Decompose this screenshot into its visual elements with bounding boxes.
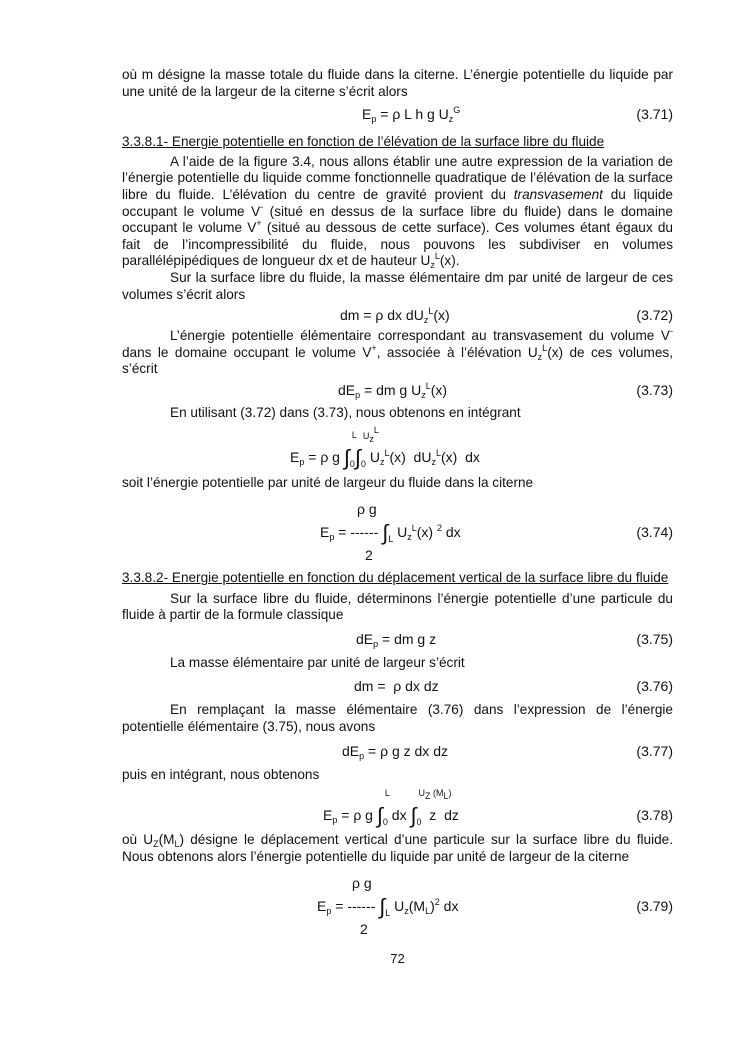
subscript: Z bbox=[424, 791, 431, 802]
subscript: z bbox=[421, 389, 426, 400]
subscript: z bbox=[537, 351, 543, 362]
text-run: E bbox=[323, 807, 333, 824]
integral-lower-limit: 0 bbox=[360, 458, 366, 469]
paragraph bbox=[122, 405, 673, 422]
page-number: 72 bbox=[390, 951, 405, 967]
subscript: p bbox=[355, 389, 361, 400]
paragraph bbox=[122, 832, 673, 865]
italic-text: transvasement bbox=[513, 186, 603, 202]
equation-3-72 bbox=[122, 304, 673, 326]
equation-line bbox=[122, 520, 673, 546]
equation-number: (3.74) bbox=[636, 524, 673, 541]
equation-body bbox=[362, 103, 460, 125]
subscript: p bbox=[329, 532, 335, 543]
subscript: p bbox=[359, 750, 365, 761]
equation-3-74 bbox=[122, 498, 673, 567]
text-run: L bbox=[384, 788, 390, 799]
text-run: (x) bbox=[433, 307, 450, 324]
equation-body bbox=[354, 675, 439, 697]
superscript: L bbox=[435, 447, 441, 458]
text-run: A l’aide de la figure 3.4, nous allons établir une autre expression de la variation de l’énergie potentielle du liquide comme fonctionnelle quadratique de l’élévation de la surface libre du fluide. L’élévation du centre de gravité provient du bbox=[122, 153, 673, 202]
superscript: 2 bbox=[436, 523, 442, 534]
equation-3-79 bbox=[122, 872, 673, 941]
integral-sign bbox=[379, 894, 391, 920]
text-run: dans le domaine occupant le volume V bbox=[122, 344, 372, 360]
text-run: dE bbox=[342, 742, 360, 759]
equation-body bbox=[320, 520, 461, 546]
text-run: (situé au dessous de cette surface). Ces volumes étant égaux du fait de l’incompressibilité du fluide, nous pouvons les subdiviser en volumes parallélépipédiques de longueur dx et de hauteur U bbox=[122, 220, 673, 269]
text-run: (x) bbox=[416, 524, 437, 541]
subscript: z bbox=[369, 433, 374, 444]
text-run: du liquide occupant le volume V bbox=[122, 186, 673, 219]
text-run: dE bbox=[356, 630, 374, 647]
integral-sign bbox=[343, 429, 357, 470]
text-run: = ------ bbox=[334, 524, 383, 541]
subscript: p bbox=[332, 815, 338, 826]
text-run: ) bbox=[448, 788, 452, 799]
text-run: (x) dU bbox=[389, 448, 432, 465]
subscript: L bbox=[425, 906, 431, 917]
superscript: L bbox=[542, 342, 548, 353]
equation-double-integral bbox=[122, 424, 673, 470]
superscript: + bbox=[371, 342, 377, 353]
equation-body bbox=[356, 628, 436, 650]
text-run: (x) de ces volumes, s’écrit bbox=[122, 344, 673, 377]
integral-icon: ∫ bbox=[376, 803, 383, 829]
integral-sign bbox=[376, 788, 390, 829]
text-run: (x) dx bbox=[440, 448, 480, 465]
fraction-denominator: 2 bbox=[360, 921, 368, 938]
equation-3-76 bbox=[122, 675, 673, 697]
text-run: dx bbox=[441, 524, 461, 541]
text-run: U bbox=[365, 448, 380, 465]
integral-sign bbox=[382, 520, 394, 546]
text-run: = dm g z bbox=[378, 630, 437, 647]
paragraph bbox=[122, 591, 673, 624]
subscript: z bbox=[379, 456, 385, 467]
equation-body bbox=[340, 304, 450, 326]
text-run: L’énergie potentielle élémentaire correspondant au transvasement du volume V bbox=[170, 328, 670, 344]
subscript: p bbox=[371, 114, 377, 125]
paragraph bbox=[122, 270, 673, 303]
text-run: dm = ρ dx dU bbox=[340, 307, 424, 324]
subscript: z bbox=[407, 532, 412, 543]
text-run: = dm g U bbox=[360, 381, 422, 398]
text-run: = ρ g z dx dz bbox=[364, 742, 448, 759]
equation-number: (3.72) bbox=[636, 307, 673, 324]
equation-body bbox=[317, 894, 459, 920]
superscript: G bbox=[453, 105, 461, 116]
text-run: dE bbox=[338, 381, 356, 398]
superscript: - bbox=[670, 326, 673, 337]
text-run: Sur la surface libre du fluide, la masse élémentaire dm par unité de largeur de ces volumes s’écrit alors bbox=[122, 269, 673, 302]
subscript: z bbox=[404, 906, 409, 917]
text-run: = ρ g bbox=[304, 448, 344, 465]
text-run: z dz bbox=[421, 807, 459, 824]
text-run: E bbox=[320, 524, 330, 541]
equation-line bbox=[122, 894, 673, 920]
paragraph bbox=[122, 702, 673, 735]
paragraph bbox=[122, 154, 673, 270]
text-run: U bbox=[390, 898, 405, 915]
text-run: E bbox=[362, 106, 372, 123]
text-run: , associée à l’élévation U bbox=[376, 344, 538, 360]
subscript: L bbox=[174, 839, 180, 850]
text-run: = ρ g bbox=[337, 807, 377, 824]
equation-body bbox=[342, 740, 448, 762]
text-run: 3.3.8.2- Energie potentielle en fonction du déplacement vertical de la surface libre du fluide bbox=[122, 570, 669, 586]
text-run: = ------ bbox=[331, 898, 380, 915]
fraction-denominator: 2 bbox=[365, 547, 373, 564]
paragraph bbox=[122, 475, 673, 492]
equation-number: (3.73) bbox=[636, 381, 673, 398]
equation-number: (3.77) bbox=[636, 742, 673, 759]
text-run: (M bbox=[430, 788, 444, 799]
equation-body bbox=[323, 788, 459, 829]
text-run: = ρ L h g U bbox=[376, 106, 449, 123]
text-run: Sur la surface libre du fluide, déterminons l’énergie potentielle d’une particule du fluide à partir de la formule classique bbox=[122, 590, 673, 623]
equation-number: (3.78) bbox=[636, 807, 673, 824]
equation-3-71 bbox=[122, 103, 673, 125]
superscript: L bbox=[434, 251, 440, 262]
text-run: En remplaçant la masse élémentaire (3.76) dans l’expression de l’énergie potentielle élémentaire (3.75), nous avons bbox=[122, 702, 673, 735]
subscript: z bbox=[448, 114, 454, 125]
equation-3-73 bbox=[122, 379, 673, 401]
integral-lower-limit: L bbox=[388, 534, 394, 545]
fraction-numerator: ρ g bbox=[357, 501, 377, 518]
integral-upper-limit bbox=[418, 788, 452, 802]
subscript: Z bbox=[153, 839, 159, 850]
equation-3-75 bbox=[122, 628, 673, 650]
text-run: dx bbox=[387, 807, 411, 824]
subscript: z bbox=[430, 260, 435, 271]
integral-lower-limit: 0 bbox=[416, 817, 422, 828]
text-run: 3.3.8.1- Energie potentielle en fonction de l’élévation de la surface libre du fluide bbox=[122, 134, 605, 150]
text-run: U bbox=[393, 524, 408, 541]
integral-lower-limit: 0 bbox=[382, 817, 388, 828]
paragraph bbox=[122, 767, 673, 784]
section-heading bbox=[122, 134, 673, 151]
equation-3-78 bbox=[122, 785, 673, 829]
superscript: 2 bbox=[434, 897, 440, 908]
equation-body bbox=[290, 424, 480, 470]
text-run: où m désigne la masse totale du fluide dans la citerne. L’énergie potentielle du liquide par une unité de la largeur de la citerne s’écrit alors bbox=[122, 67, 673, 99]
equation-body bbox=[338, 379, 447, 401]
subscript: p bbox=[373, 638, 379, 649]
superscript: + bbox=[256, 218, 262, 229]
subscript: p bbox=[326, 906, 332, 917]
superscript: - bbox=[260, 201, 264, 212]
text-run: dm = ρ dx dz bbox=[354, 678, 439, 695]
equation-number: (3.76) bbox=[636, 678, 673, 695]
superscript: L bbox=[428, 306, 434, 317]
integral-icon: ∫ bbox=[354, 444, 361, 470]
text-run: E bbox=[290, 448, 300, 465]
text-run: (x). bbox=[439, 253, 460, 269]
superscript: L bbox=[373, 424, 379, 435]
integral-lower-limit: 0 bbox=[349, 458, 355, 469]
text-run: puis en intégrant, nous obtenons bbox=[122, 766, 320, 782]
equation-number: (3.71) bbox=[636, 106, 673, 123]
integral-icon: ∫ bbox=[343, 444, 350, 470]
integral-upper-limit bbox=[362, 424, 379, 444]
integral-icon: ∫ bbox=[410, 803, 417, 829]
text-run: La masse élémentaire par unité de largeur s’écrit bbox=[170, 654, 465, 670]
text-run: ) bbox=[430, 898, 435, 915]
equation-number: (3.79) bbox=[636, 898, 673, 915]
text-run: soit l’énergie potentielle par unité de largeur du fluide dans la citerne bbox=[122, 474, 534, 490]
text-run: U bbox=[362, 430, 370, 441]
text-run: ) désigne le déplacement vertical d’une particule sur la surface libre du fluide. Nous obtenons alors l’énergie potentielle du liquide par unité de largeur de la citerne bbox=[122, 832, 673, 864]
equation-number: (3.75) bbox=[636, 630, 673, 647]
subscript: p bbox=[299, 456, 305, 467]
integral-sign bbox=[354, 424, 379, 470]
text-run: U bbox=[418, 788, 425, 799]
text-run: En utilisant (3.72) dans (3.73), nous obtenons en intégrant bbox=[170, 404, 521, 420]
subscript: L bbox=[443, 791, 449, 802]
integral-upper-limit bbox=[385, 788, 390, 798]
integral-lower-limit: L bbox=[385, 908, 391, 919]
text-run: dx bbox=[439, 898, 459, 915]
text-run: E bbox=[317, 898, 327, 915]
text-run: (M bbox=[408, 898, 426, 915]
equation-3-77 bbox=[122, 740, 673, 762]
text-run: (situé en dessus de la surface libre du fluide) dans le domaine occupant le volume V bbox=[122, 203, 673, 236]
subscript: z bbox=[431, 456, 436, 467]
integral-icon: ∫ bbox=[382, 520, 389, 546]
text-run: (M bbox=[158, 832, 175, 848]
document-page bbox=[122, 0, 673, 1007]
text-run: (x) bbox=[430, 381, 448, 398]
integral-upper-limit bbox=[352, 430, 357, 440]
superscript: L bbox=[384, 447, 390, 458]
paragraph bbox=[122, 655, 673, 672]
section-heading bbox=[122, 570, 673, 587]
text-run: où U bbox=[122, 832, 154, 848]
superscript: L bbox=[411, 523, 417, 534]
superscript: L bbox=[425, 380, 431, 391]
paragraph bbox=[122, 328, 673, 378]
text-run: L bbox=[351, 429, 357, 440]
integral-icon: ∫ bbox=[379, 894, 386, 920]
subscript: z bbox=[423, 315, 429, 326]
paragraph bbox=[122, 67, 673, 100]
fraction-numerator: ρ g bbox=[352, 875, 372, 892]
